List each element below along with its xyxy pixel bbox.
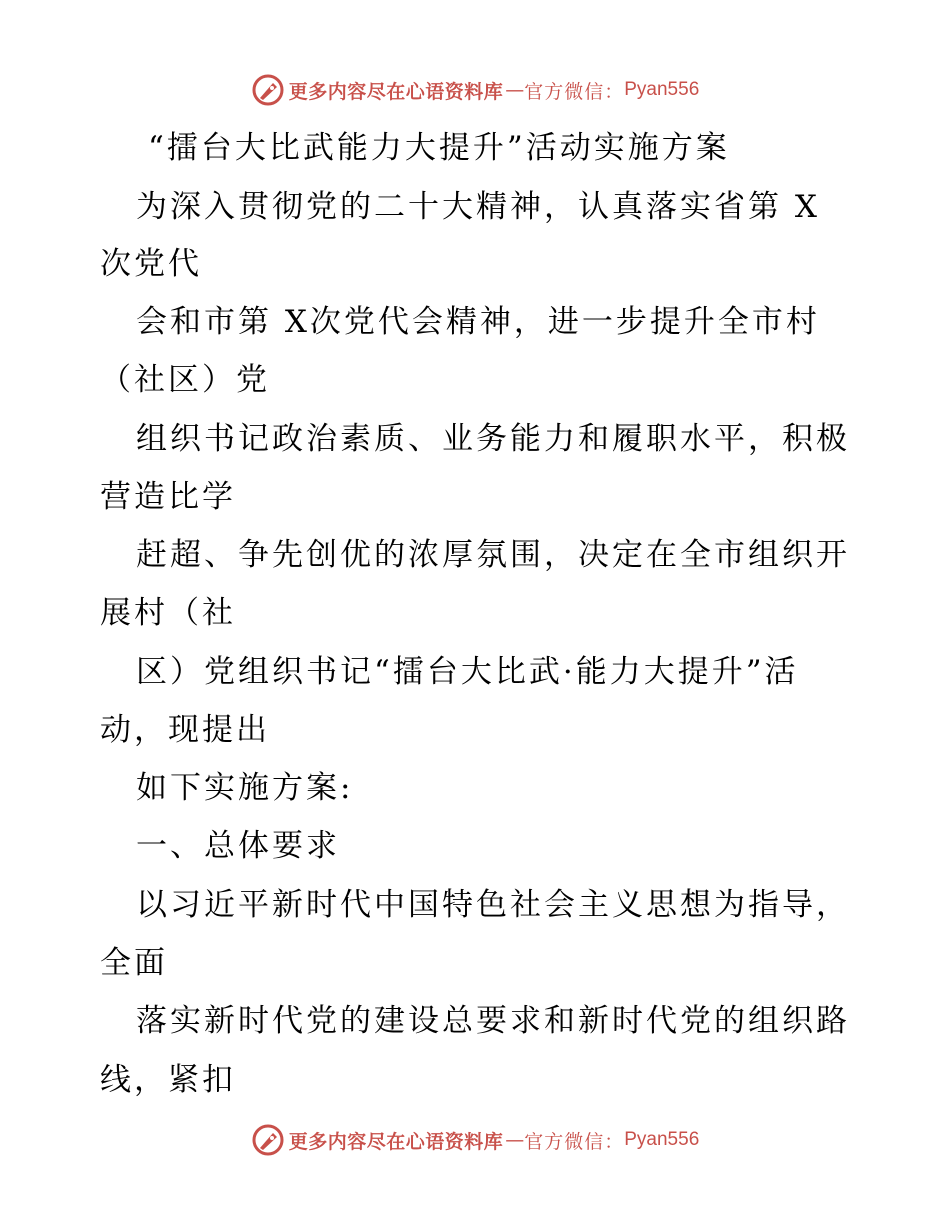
pen-nib-logo-icon: [251, 73, 285, 107]
body-line: 为深入贯彻党的二十大精神，认真落实省第 X: [136, 189, 820, 225]
pen-nib-logo-icon: [251, 1123, 285, 1157]
body-line: （社区）党: [100, 362, 270, 398]
body-line: 以习近平新时代中国特色社会主义思想为指导，: [136, 887, 850, 923]
body-line: 组织书记政治素质、业务能力和履职水平，积极: [136, 421, 850, 457]
body-line: 如下实施方案:: [136, 770, 354, 806]
body-line: 次党代: [100, 246, 202, 282]
body-line: 落实新时代党的建设总要求和新时代党的组织路: [136, 1003, 850, 1039]
watermark-banner-bottom: [0, 1120, 950, 1160]
body-line: 会和市第 X次党代会精神，进一步提升全市村: [136, 304, 820, 340]
watermark-brand-text: 更多内容尽在心语资料库: [288, 80, 504, 103]
watermark-wechat-id: Pyan556: [624, 1129, 700, 1150]
watermark-dash: —: [505, 1129, 523, 1151]
watermark-wechat-label: 官方微信：: [524, 1130, 625, 1153]
section-heading: 一、总体要求: [136, 828, 340, 864]
watermark-banner-top: [0, 70, 950, 110]
body-line: 营造比学: [100, 479, 236, 515]
body-line: 展村（社: [100, 595, 236, 631]
body-line: 赶超、争先创优的浓厚氛围，决定在全市组织开: [136, 537, 850, 573]
document-title: “擂台大比武能力大提升”活动实施方案: [148, 130, 730, 166]
body-line: 线，紧扣: [100, 1062, 236, 1098]
watermark-brand-text: 更多内容尽在心语资料库: [288, 1130, 504, 1153]
body-line: 全面: [100, 945, 168, 981]
body-line: 动，现提出: [100, 712, 270, 748]
watermark-wechat-label: 官方微信：: [524, 80, 625, 103]
watermark-wechat-id: Pyan556: [624, 79, 700, 100]
watermark-dash: —: [505, 79, 523, 101]
body-line: 区）党组织书记“擂台大比武·能力大提升”活: [136, 654, 799, 690]
